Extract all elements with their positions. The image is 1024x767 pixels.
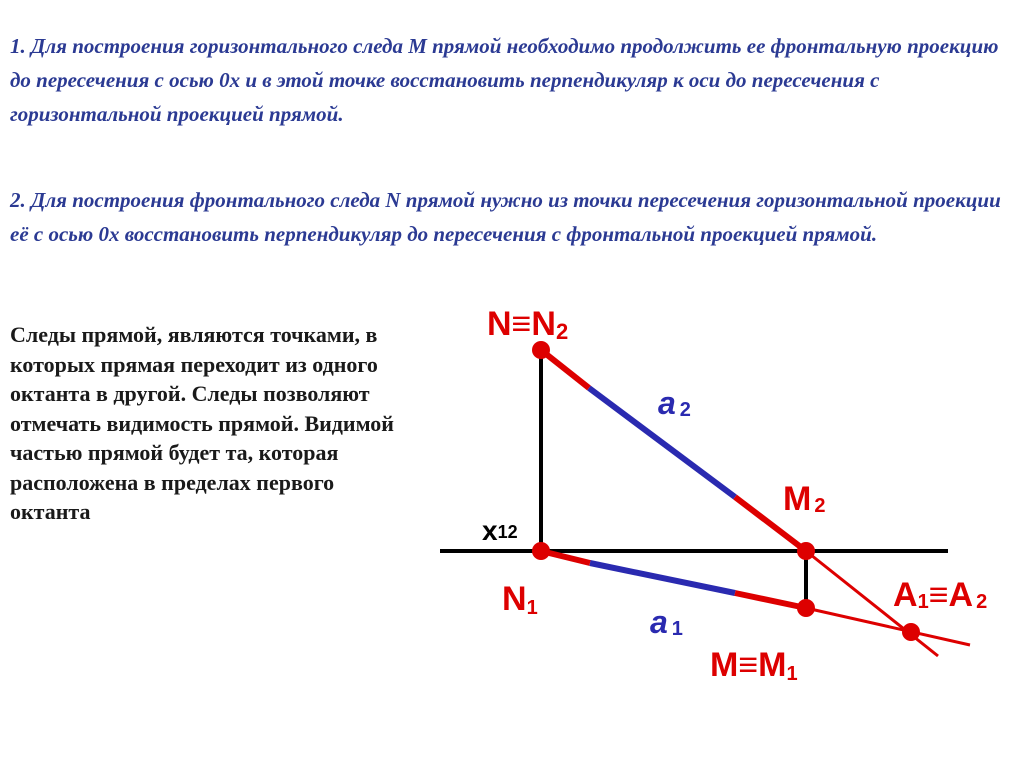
a2-red-start xyxy=(541,350,589,388)
label-a2: a 2 xyxy=(658,385,691,421)
label-m2: M 2 xyxy=(783,480,826,518)
label-a1-a2: A1≡A 2 xyxy=(893,576,988,614)
label-m-m1: M≡M1 xyxy=(710,646,798,685)
point-m2 xyxy=(797,542,815,560)
label-n1: N1 xyxy=(502,580,538,619)
a1-red-end xyxy=(735,593,806,608)
paragraph-2: 2. Для построения фронтального следа N прямой нужно из точки пересечения горизонтальной проекции её с осью 0x восстановить перпендикуляр до пересечения с фронтальной проекцией прямой. xyxy=(10,188,1001,246)
point-a1-a2 xyxy=(902,623,920,641)
paragraph-1: 1. Для построения горизонтального следа M прямой необходимо продолжить ее фронтальную проекцию до пересечения с осью 0x и в этой точке восстановить перпендикуляр к оси до пересечения с горизонтальной проекцией прямой. xyxy=(10,34,999,126)
label-a1: a 1 xyxy=(650,604,683,640)
label-n-n2: N≡N2 xyxy=(487,305,569,344)
side-text: Следы прямой, являются точками, в которых прямая переходит из одного октанта в другой. Следы позволяют отмечать видимость прямой. Видимой частью прямой будет та, которая расположена в пределах первого октанта xyxy=(10,322,394,524)
a1-blue-segment xyxy=(590,563,735,593)
label-x12: x12 xyxy=(482,515,518,546)
point-m1 xyxy=(797,599,815,617)
point-n1 xyxy=(532,542,550,560)
point-n2 xyxy=(532,341,550,359)
